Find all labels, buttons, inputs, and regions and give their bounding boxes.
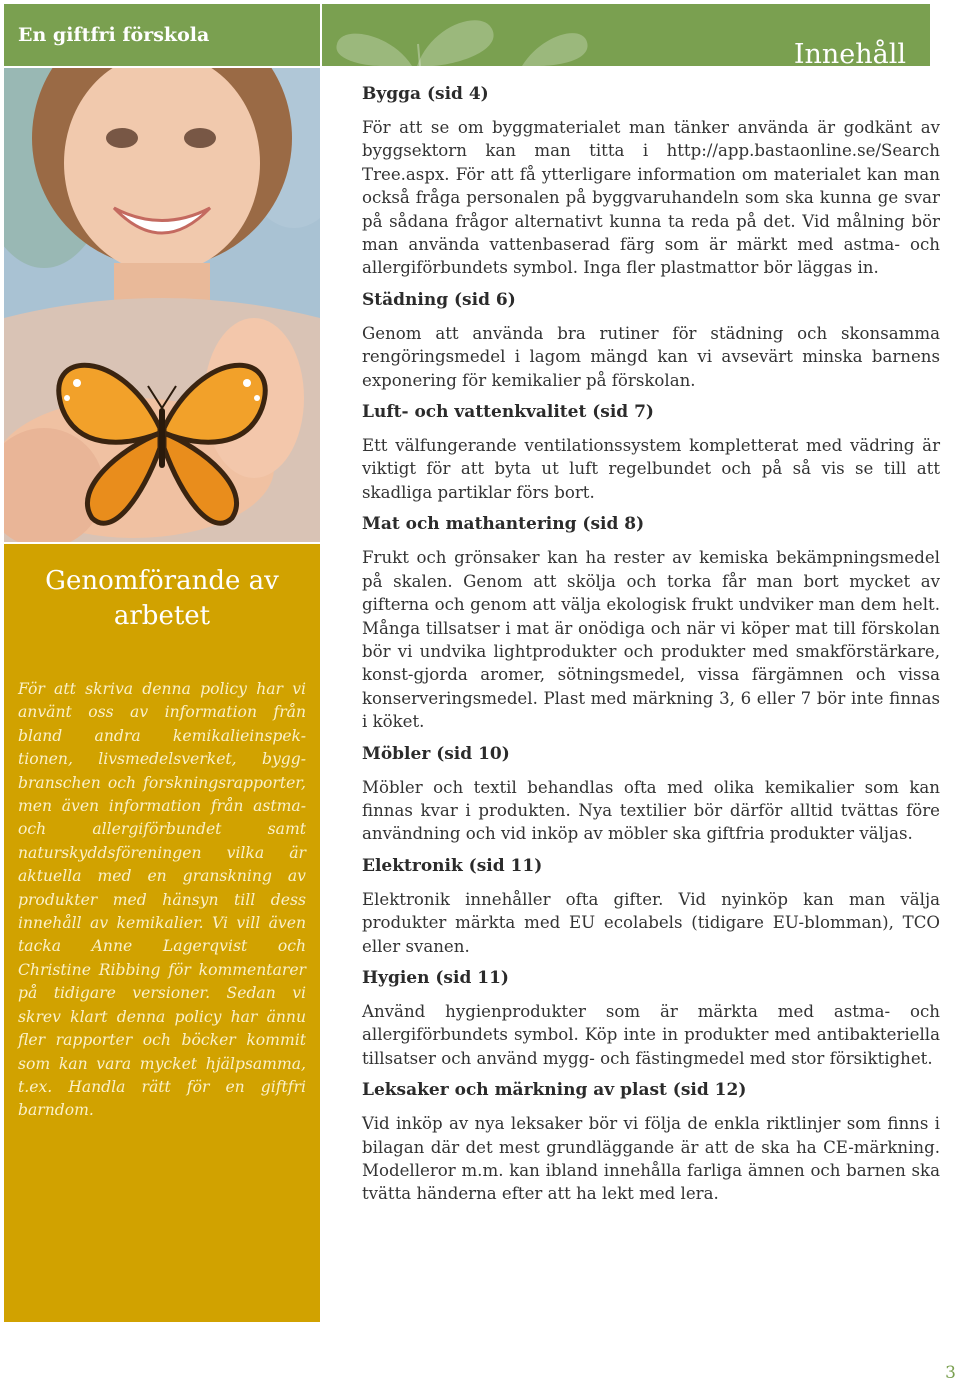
brand-title: En giftfri förskola	[18, 24, 210, 46]
section-body: Använd hygienprodukter som är märkta med astma- och allergiförbundets symbol. Köp inte in produkter med antibakteriella tillsatser och använd mygg- och fästingmedel med stor försiktighet.	[362, 1001, 940, 1068]
left-column	[4, 4, 320, 1322]
section-title: Innehåll	[793, 39, 906, 66]
header-bar	[322, 4, 930, 66]
sidebar-heading: Genomförande av arbetet	[45, 566, 279, 631]
section-heading: Luft- och vattenkvalitet (sid 7)	[362, 402, 654, 423]
cover-photo	[4, 68, 320, 542]
section-mobler	[362, 742, 940, 846]
content-column	[362, 82, 940, 1214]
section-heading: Möbler (sid 10)	[362, 743, 510, 764]
section-body: Elektronik innehåller ofta gifter. Vid nyinköp kan man välja produkter märkta med EU ecolabels (tidigare EU-blomman), TCO eller svanen.	[362, 889, 940, 956]
child-with-butterfly-image	[4, 68, 320, 542]
section-body: Genom att använda bra rutiner för städning och skonsamma rengöringsmedel i lagom mängd kan vi avsevärt minska barnens exponering för kemikalier på förskolan.	[362, 323, 940, 390]
section-heading: Mat och mathantering (sid 8)	[362, 514, 645, 535]
section-heading: Städning (sid 6)	[362, 289, 516, 310]
section-heading: Bygga (sid 4)	[362, 84, 489, 104]
section-body: Ett välfungerande ventilationssystem kompletterat med vädring är viktigt för att byta ut luft regelbundet och på så vis se till att skadliga partiklar förs bort.	[362, 436, 940, 502]
sidebar-body: För att skriva denna policy har vi använt oss av information från bland andra kemikalieinspek-tionen, livsmedelsverket, bygg-branschen och forskningsrapporter, men även information från astma- och allergiförbundet samt naturskyddsföreningen vilka är aktuella med en granskning av produkter med hänsyn till dess innehåll av kemikalier. Vi vill även tacka Anne Lagerqvist och Christine Ribbing för kommentarer på tidigare versioner. Sedan vi skrev klart denna policy har ännu fler rapporter och böcker kommit som kan vara mycket hjälpsamma, t.ex. Handla rätt för en giftfri barndom.	[18, 680, 306, 1120]
section-body: Möbler och textil behandlas ofta med olika kemikalier som kan finnas kvar i produkten. Nya textilier bör därför alltid tvättas före användning och vid inköp av möbler ska giftfria produkter väljas.	[362, 777, 940, 844]
section-stadning	[362, 288, 940, 392]
sidebar-panel	[4, 544, 320, 1322]
section-body: Frukt och grönsaker kan ha rester av kemiska bekämpningsmedel på skalen. Genom att skölja och torka får man bort mycket av gifterna och genom att välja ekologisk frukt undviker man dem helt. Många tillsatser i mat är onödiga och när vi köper mat till förskolan bör vi undvika lightprodukter och produkter med smakförstärkare, konst-gjorda aromer, sötningsmedel, vissa färgämnen och vissa konserveringsmedel. Plast med märkning 3, 6 eller 7 bör inte finnas i köket.	[362, 548, 940, 732]
section-body: För att se om byggmaterialet man tänker använda är godkänt av byggsektorn kan man titta i http://app.bastaonline.se/Search Tree.aspx. För att få ytterligare information om materialet kan man också fråga personalen på byggvaruhandeln som ska kunna ge svar på sådana frågor alternativt kunna ta reda på det. Vid målning bör man använda vattenbaserad färg som är märkt med astma- och allergiförbundets symbol. Inga fler plastmattor bör läggas in.	[362, 118, 940, 278]
section-hygien	[362, 966, 940, 1070]
section-elektronik	[362, 854, 940, 958]
section-body: Vid inköp av nya leksaker bör vi följa de enkla riktlinjer som finns i bilagan där det mest grundläggande är att de ska ha CE-märkning. Modelleror m.m. kan ibland innehålla farliga ämnen och barnen ska tvätta händerna efter att ha lekt med lera.	[362, 1114, 940, 1204]
section-leksaker	[362, 1078, 940, 1206]
section-luft-vatten	[362, 400, 940, 504]
section-mat	[362, 512, 940, 733]
brand-bar	[4, 4, 320, 66]
section-bygga	[362, 82, 940, 280]
section-heading: Hygien (sid 11)	[362, 967, 509, 988]
section-heading: Leksaker och märkning av plast (sid 12)	[362, 1080, 747, 1101]
page-number: 3	[945, 1363, 956, 1383]
section-heading: Elektronik (sid 11)	[362, 855, 543, 876]
